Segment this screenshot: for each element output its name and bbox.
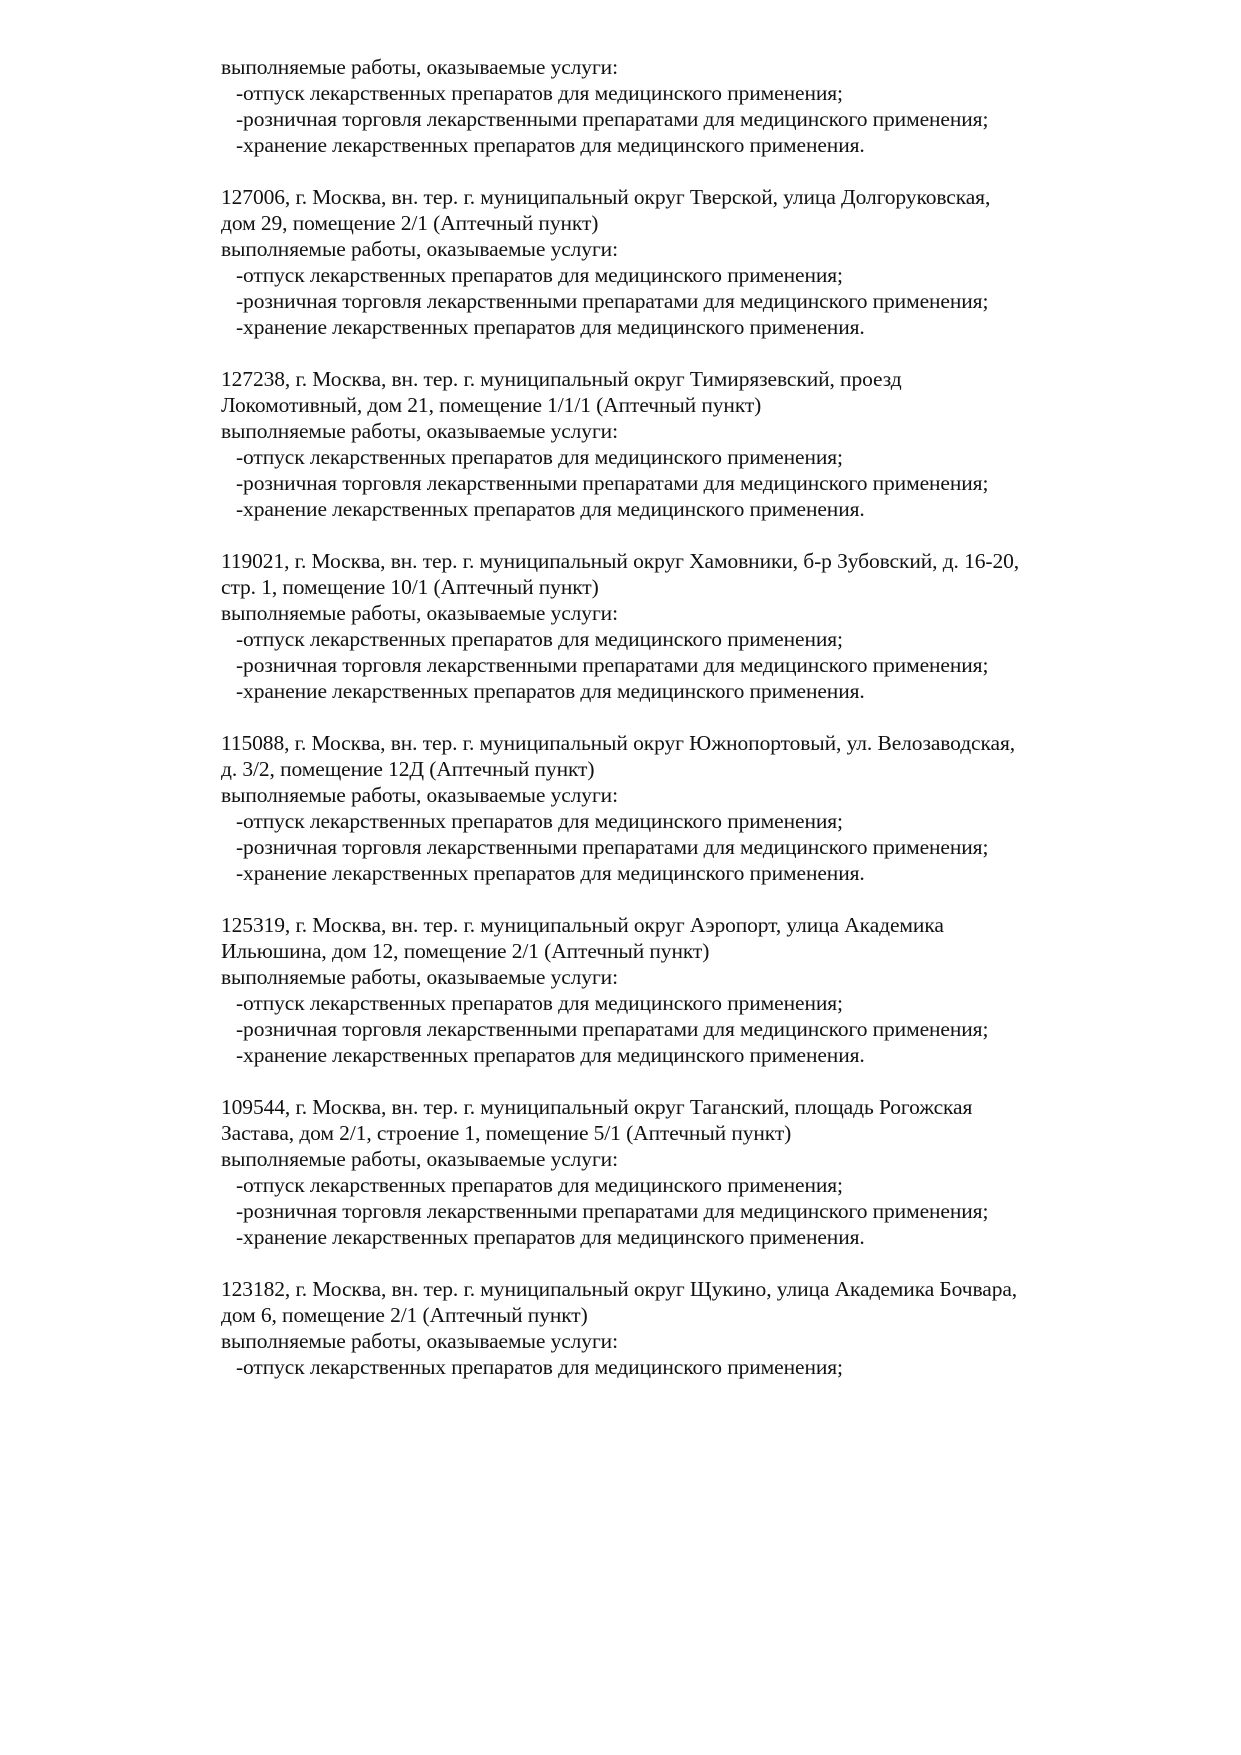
address-line: 115088, г. Москва, вн. тер. г. муниципальный округ Южнопортовый, ул. Велозаводская, bbox=[221, 731, 1016, 755]
services-heading: выполняемые работы, оказываемые услуги: bbox=[221, 237, 618, 261]
services-heading: выполняемые работы, оказываемые услуги: bbox=[221, 1147, 618, 1171]
service-item: -розничная торговля лекарственными препаратами для медицинского применения; bbox=[236, 1017, 989, 1041]
spacer bbox=[221, 158, 1221, 184]
services-heading: выполняемые работы, оказываемые услуги: bbox=[221, 55, 618, 79]
service-item: -хранение лекарственных препаратов для медицинского применения. bbox=[236, 679, 865, 703]
address-line: д. 3/2, помещение 12Д (Аптечный пункт) bbox=[221, 757, 595, 781]
spacer bbox=[221, 522, 1221, 548]
service-item: -хранение лекарственных препаратов для медицинского применения. bbox=[236, 1225, 865, 1249]
address-line: стр. 1, помещение 10/1 (Аптечный пункт) bbox=[221, 575, 599, 599]
spacer bbox=[221, 704, 1221, 730]
address-line: дом 29, помещение 2/1 (Аптечный пункт) bbox=[221, 211, 599, 235]
service-item: -розничная торговля лекарственными препаратами для медицинского применения; bbox=[236, 835, 989, 859]
service-item: -отпуск лекарственных препаратов для медицинского применения; bbox=[236, 445, 843, 469]
service-item: -хранение лекарственных препаратов для медицинского применения. bbox=[236, 1043, 865, 1067]
address-entry bbox=[221, 704, 1221, 886]
services-heading: выполняемые работы, оказываемые услуги: bbox=[221, 601, 618, 625]
service-item: -отпуск лекарственных препаратов для медицинского применения; bbox=[236, 627, 843, 651]
spacer bbox=[221, 1250, 1221, 1276]
service-item: -хранение лекарственных препаратов для медицинского применения. bbox=[236, 497, 865, 521]
spacer bbox=[221, 886, 1221, 912]
address-entry bbox=[221, 340, 1221, 522]
address-line: дом 6, помещение 2/1 (Аптечный пункт) bbox=[221, 1303, 588, 1327]
address-line: 127006, г. Москва, вн. тер. г. муниципальный округ Тверской, улица Долгоруковская, bbox=[221, 185, 991, 209]
service-item: -отпуск лекарственных препаратов для медицинского применения; bbox=[236, 1173, 843, 1197]
spacer bbox=[221, 1068, 1221, 1094]
document-page bbox=[221, 54, 1221, 1380]
service-item: -хранение лекарственных препаратов для медицинского применения. bbox=[236, 315, 865, 339]
service-item: -розничная торговля лекарственными препаратами для медицинского применения; bbox=[236, 653, 989, 677]
service-item: -отпуск лекарственных препаратов для медицинского применения; bbox=[236, 809, 843, 833]
address-entry bbox=[221, 886, 1221, 1068]
address-line: 125319, г. Москва, вн. тер. г. муниципальный округ Аэропорт, улица Академика bbox=[221, 913, 944, 937]
services-heading: выполняемые работы, оказываемые услуги: bbox=[221, 783, 618, 807]
address-line: Локомотивный, дом 21, помещение 1/1/1 (Аптечный пункт) bbox=[221, 393, 762, 417]
service-item: -отпуск лекарственных препаратов для медицинского применения; bbox=[236, 991, 843, 1015]
services-heading: выполняемые работы, оказываемые услуги: bbox=[221, 419, 618, 443]
address-line: 119021, г. Москва, вн. тер. г. муниципальный округ Хамовники, б-р Зубовский, д. 16-20, bbox=[221, 549, 1020, 573]
address-entry bbox=[221, 1250, 1221, 1380]
service-item: -хранение лекарственных препаратов для медицинского применения. bbox=[236, 133, 865, 157]
address-entry bbox=[221, 522, 1221, 704]
services-heading: выполняемые работы, оказываемые услуги: bbox=[221, 965, 618, 989]
address-entries bbox=[221, 158, 1221, 1380]
address-line: Ильюшина, дом 12, помещение 2/1 (Аптечный пункт) bbox=[221, 939, 710, 963]
address-line: 127238, г. Москва, вн. тер. г. муниципальный округ Тимирязевский, проезд bbox=[221, 367, 902, 391]
address-entry bbox=[221, 158, 1221, 340]
service-item: -розничная торговля лекарственными препаратами для медицинского применения; bbox=[236, 471, 989, 495]
service-item: -отпуск лекарственных препаратов для медицинского применения; bbox=[236, 1355, 843, 1379]
service-item: -хранение лекарственных препаратов для медицинского применения. bbox=[236, 861, 865, 885]
services-heading: выполняемые работы, оказываемые услуги: bbox=[221, 1329, 618, 1353]
address-line: 123182, г. Москва, вн. тер. г. муниципальный округ Щукино, улица Академика Бочвара, bbox=[221, 1277, 1018, 1301]
service-item: -отпуск лекарственных препаратов для медицинского применения; bbox=[236, 81, 843, 105]
service-item: -розничная торговля лекарственными препаратами для медицинского применения; bbox=[236, 289, 989, 313]
service-item: -розничная торговля лекарственными препаратами для медицинского применения; bbox=[236, 1199, 989, 1223]
service-item: -отпуск лекарственных препаратов для медицинского применения; bbox=[236, 263, 843, 287]
address-line: Застава, дом 2/1, строение 1, помещение 5/1 (Аптечный пункт) bbox=[221, 1121, 792, 1145]
address-line: 109544, г. Москва, вн. тер. г. муниципальный округ Таганский, площадь Рогожская bbox=[221, 1095, 973, 1119]
spacer bbox=[221, 340, 1221, 366]
service-item: -розничная торговля лекарственными препаратами для медицинского применения; bbox=[236, 107, 989, 131]
address-entry bbox=[221, 1068, 1221, 1250]
intro-block bbox=[221, 54, 1221, 158]
